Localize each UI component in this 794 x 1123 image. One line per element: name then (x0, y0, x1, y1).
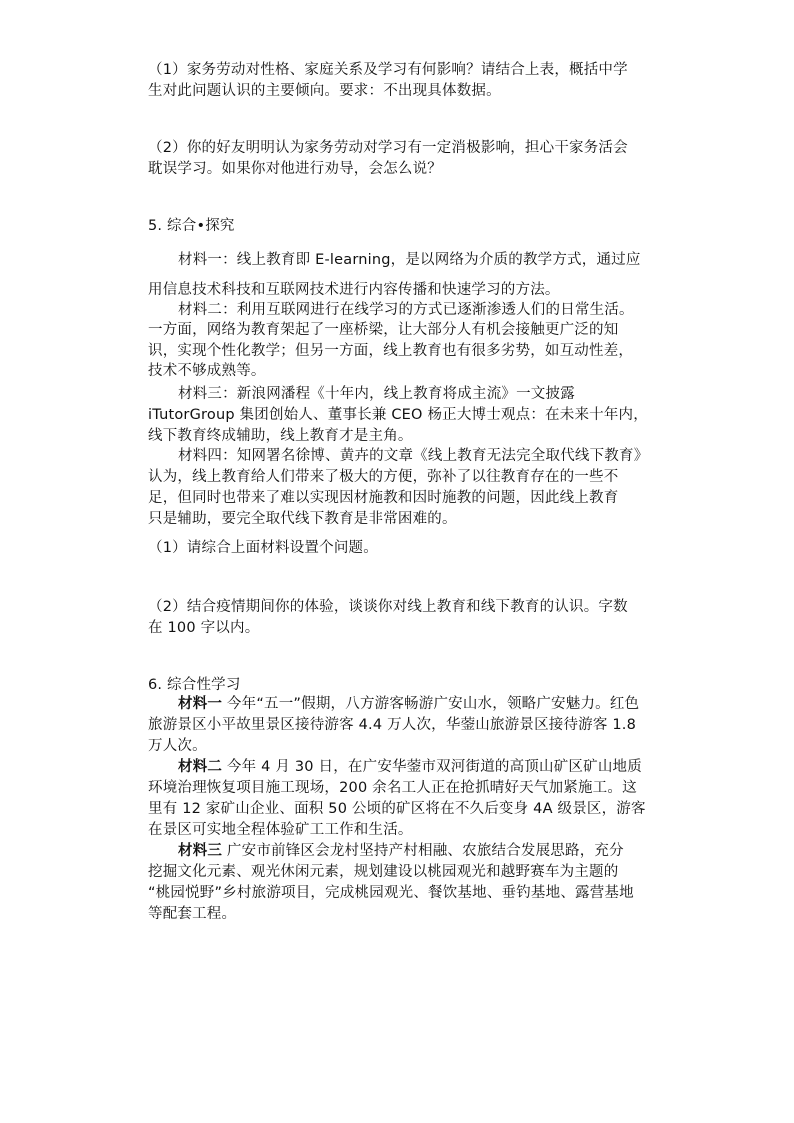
q6-title: 6. 综合性学习 (148, 677, 241, 693)
q5-material4-line2: 认为，线上教育给人们带来了极大的方便，弥补了以往教育存在的一些不 (148, 469, 619, 485)
q6-material3-label: 材料三 (178, 843, 223, 859)
q5-material2-line1: 材料二：利用互联网进行在线学习的方式已逐渐渗透人们的日常生活。 (178, 302, 634, 318)
q6-material2-line3: 里有 12 家矿山企业、面积 50 公顷的矿区将在不久后变身 4A 级景区，游客 (148, 801, 646, 817)
q6-material2-line4: 在景区可实地全程体验矿工工作和生活。 (148, 822, 413, 838)
q5-sub1: （1）请综合上面材料设置个问题。 (148, 540, 378, 556)
q6-material2-line2: 环境治理恢复项目施工现场，200 余名工人正在抢抓晴好天气加紧施工。这 (148, 780, 637, 796)
q6-material2-line1 (178, 757, 642, 777)
q6-material3-line1 (178, 841, 624, 861)
q6-material1-line2: 旅游景区小平故里景区接待游客 4.4 万人次，华蓥山旅游景区接待游客 1.8 (148, 717, 637, 733)
q5-material4-line3: 足，但同时也带来了难以实现因材施教和因时施教的问题，因此线上教育 (148, 490, 619, 506)
q6-material3-line3: “桃园悦野”乡村旅游项目，完成桃园观光、餐饮基地、垂钓基地、露营基地 (148, 885, 634, 901)
q5-material1-line2: 用信息技术科技和互联网技术进行内容传播和快速学习的方法。 (148, 282, 560, 298)
q4-sub2-line2: 耽误学习。如果你对他进行劝导，会怎么说？ (148, 161, 442, 177)
q6-material3-line4: 等配套工程。 (148, 906, 237, 922)
q5-material4-line4: 只是辅助，要完全取代线下教育是非常困难的。 (148, 511, 457, 527)
q5-material1-line1: 材料一：线上教育即 E-learning，是以网络为介质的教学方式，通过应 (178, 252, 641, 268)
q6-material1-line1 (178, 694, 639, 714)
q6-material2-label: 材料二 (178, 759, 223, 775)
q5-material2-line3: 识，实现个性化教学；但另一方面，线上教育也有很多劣势，如互动性差， (148, 343, 634, 359)
q5-material2-line4: 技术不够成熟等。 (148, 363, 266, 379)
q6-material1-line3: 万人次。 (148, 738, 207, 754)
q4-sub1-line1: （1）家务劳动对性格、家庭关系及学习有何影响？请结合上表，概括中学 (148, 62, 628, 78)
q6-material3-text: 广安市前锋区会龙村坚持产村相融、农旅结合发展思路，充分 (222, 843, 624, 859)
q4-sub2-line1: （2）你的好友明明认为家务劳动对学习有一定消极影响，担心干家务活会 (148, 140, 628, 156)
q5-material2-line2: 一方面，网络为教育架起了一座桥梁，让大部分人有机会接触更广泛的知 (148, 322, 619, 338)
q6-material3-line2: 挖掘文化元素、观光休闲元素，规划建设以桃园观光和越野赛车为主题的 (148, 864, 619, 880)
q6-material1-label: 材料一 (178, 696, 223, 712)
q5-title: 5. 综合•探究 (148, 218, 235, 234)
q5-material3-line3: 线下教育终成辅助，线上教育才是主角。 (148, 428, 413, 444)
q5-material4-line1: 材料四：知网署名徐博、黄卉的文章《线上教育无法完全取代线下教育》 (178, 448, 649, 464)
q5-material3-line2: iTutorGroup 集团创始人、董事长兼 CEO 杨正大博士观点：在未来十年内， (148, 407, 648, 423)
q5-sub2-line1: （2）结合疫情期间你的体验，谈谈你对线上教育和线下教育的认识。字数 (148, 599, 628, 615)
q5-material3-line1: 材料三：新浪网潘程《十年内，线上教育将成主流》一文披露 (178, 386, 575, 402)
q5-sub2-line2: 在 100 字以内。 (148, 620, 260, 636)
q6-material1-text: 今年“五一”假期，八方游客畅游广安山水，领略广安魅力。红色 (222, 696, 640, 712)
q4-sub1-line2: 生对此问题认识的主要倾向。要求：不出现具体数据。 (148, 83, 501, 99)
q6-material2-text: 今年 4 月 30 日，在广安华蓥市双河街道的高顶山矿区矿山地质 (222, 759, 642, 775)
